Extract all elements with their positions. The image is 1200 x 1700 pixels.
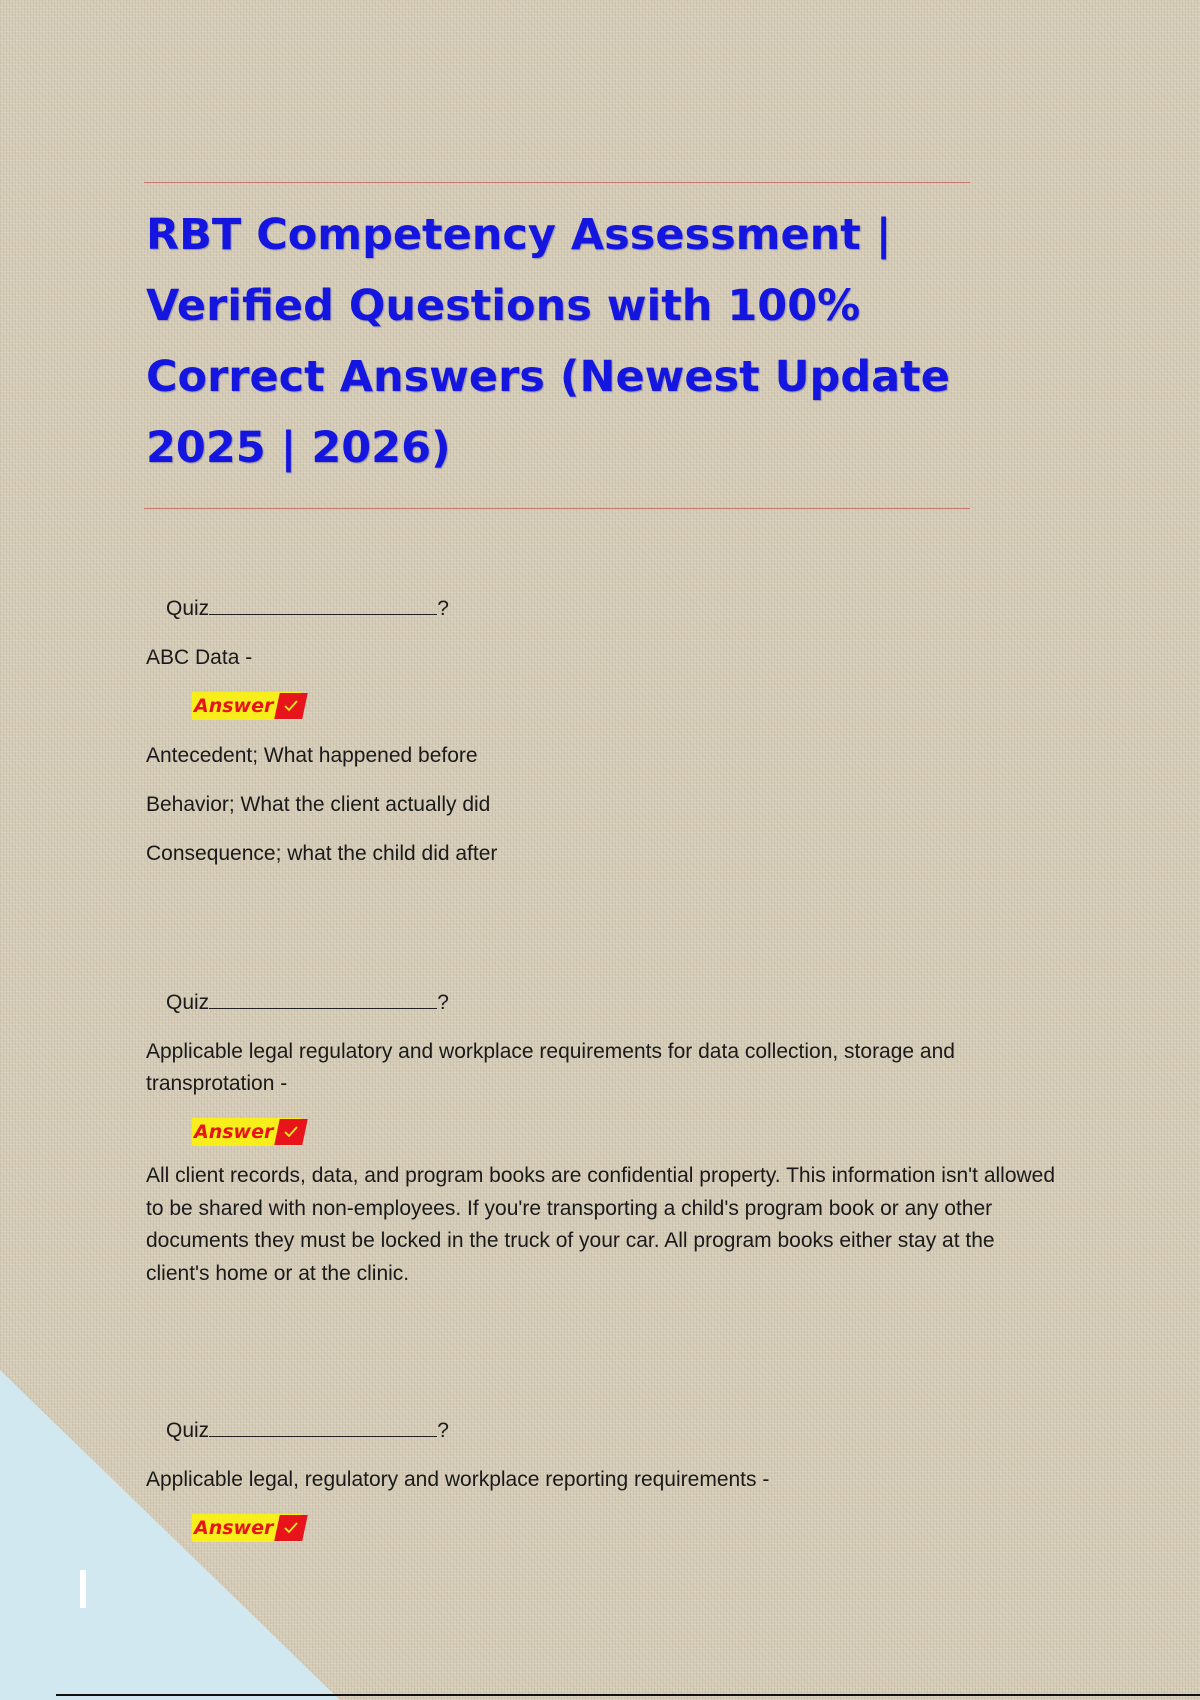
quiz-label: Quiz (166, 1419, 210, 1442)
answer-line-consequence: Consequence; what the child did after (146, 842, 498, 865)
answer-label (192, 692, 1066, 722)
quiz-question-mark: ? (437, 991, 449, 1014)
question-prompt: Applicable legal regulatory and workplace requirements for data collection, storage and transprotation - (146, 1040, 955, 1095)
quiz-label: Quiz (166, 597, 210, 620)
title-top-rule (144, 182, 970, 183)
answer-text: Answer (194, 1121, 274, 1143)
quiz-question-mark: ? (437, 1419, 449, 1442)
answer-badge (192, 692, 301, 720)
quiz-line (166, 990, 1066, 1016)
quiz-line (166, 596, 1066, 622)
question-block-2 (146, 990, 1066, 1290)
question-prompt: Applicable legal, regulatory and workplace reporting requirements - (146, 1468, 770, 1491)
quiz-label: Quiz (166, 991, 210, 1014)
answer-line-behavior: Behavior; What the client actually did (146, 793, 491, 816)
answer-text: Answer (194, 695, 274, 717)
quiz-blank (209, 597, 437, 615)
answer-body (146, 740, 1066, 870)
document-title: RBT Competency Assessment | Verified Questions with 100% Correct Answers (Newest Update 2025 | 2026) (146, 210, 950, 473)
quiz-question-mark: ? (437, 597, 449, 620)
quiz-blank (209, 991, 437, 1009)
answer-line-antecedent: Antecedent; What happened before (146, 744, 478, 767)
answer-badge (192, 1118, 301, 1146)
title-bottom-rule (144, 508, 970, 509)
answer-text: Answer (194, 1517, 274, 1539)
answer-label (192, 1514, 1066, 1544)
answer-badge (192, 1514, 301, 1542)
quiz-line (166, 1418, 1066, 1444)
question-block-3 (146, 1418, 1066, 1544)
question-prompt: ABC Data - (146, 646, 253, 669)
check-icon (275, 1119, 309, 1145)
question-block-1 (146, 596, 1066, 887)
footer-rule (56, 1694, 1200, 1696)
answer-label (192, 1118, 1066, 1148)
corner-mark (80, 1570, 86, 1608)
answer-paragraph: All client records, data, and program books are confidential property. This information isn't allowed to be shared with non-employees. If you're transporting a child's program book or any other documents they must be locked in the truck of your car. All program books either stay at the client's home or at the clinic. (146, 1164, 1056, 1285)
quiz-blank (209, 1419, 437, 1437)
check-icon (275, 1515, 309, 1541)
check-icon (275, 693, 309, 719)
